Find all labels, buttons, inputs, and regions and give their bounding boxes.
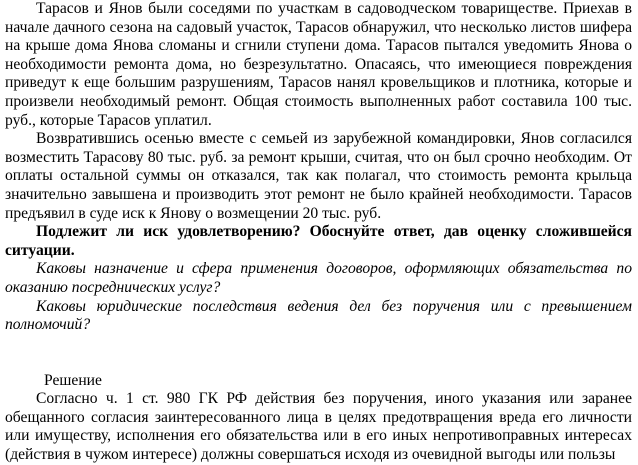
task-question: Подлежит ли иск удовлетворению? Обоснуйте ответ, дав оценку сложившейся ситуации. xyxy=(5,223,632,259)
study-question-1: Каковы назначение и сфера применения договоров, оформляющих обязательства по оказанию посреднических услуг? xyxy=(5,260,632,296)
solution-heading: Решение xyxy=(44,371,102,389)
case-paragraph-2: Возвратившись осенью вместе с семьей из зарубежной командировки, Янов согласился возместить Тарасову 80 тыс. руб. за ремонт крыши, считая, что он был срочно необходим. От оплаты остальной суммы он отказался, так как полагал, что стоимость ремонта крыльца значительно завышена и производить этот ремонт не было крайней необходимости. Тарасов предъявил в суде иск к Янову о возмещении 20 тыс. руб. xyxy=(5,130,632,222)
study-question-2: Каковы юридические последствия ведения дел без поручения или с превышением полномочий? xyxy=(5,297,632,334)
solution-paragraph: Согласно ч. 1 ст. 980 ГК РФ действия без поручения, иного указания или заранее обещанного согласия заинтересованного лица в целях предотвращения вреда его личности или имуществу, исполнения его обязательства или в его иных непротивоправных интересах (действия в чужом интересе) должны совершаться исходя из очевидной выгоды или пользы xyxy=(5,390,632,464)
case-paragraph-1: Тарасов и Янов были соседями по участкам в садоводческом товариществе. Приехав в начале дачного сезона на садовый участок, Тарасов обнаружил, что несколько листов шифера на крыше дома Янова сломаны и сгнили ступени дома. Тарасов пытался уведомить Янова о необходимости ремонта дома, но безрезультатно. Опасаясь, что имеющиеся повреждения приведут к еще большим разрушениям, Тарасов нанял кровельщиков и плотника, которые и произвели необходимый ремонт. Общая стоимость выполненных работ составила 100 тыс. руб., которые Тарасов уплатил. xyxy=(5,0,632,129)
blank-space xyxy=(5,335,632,372)
